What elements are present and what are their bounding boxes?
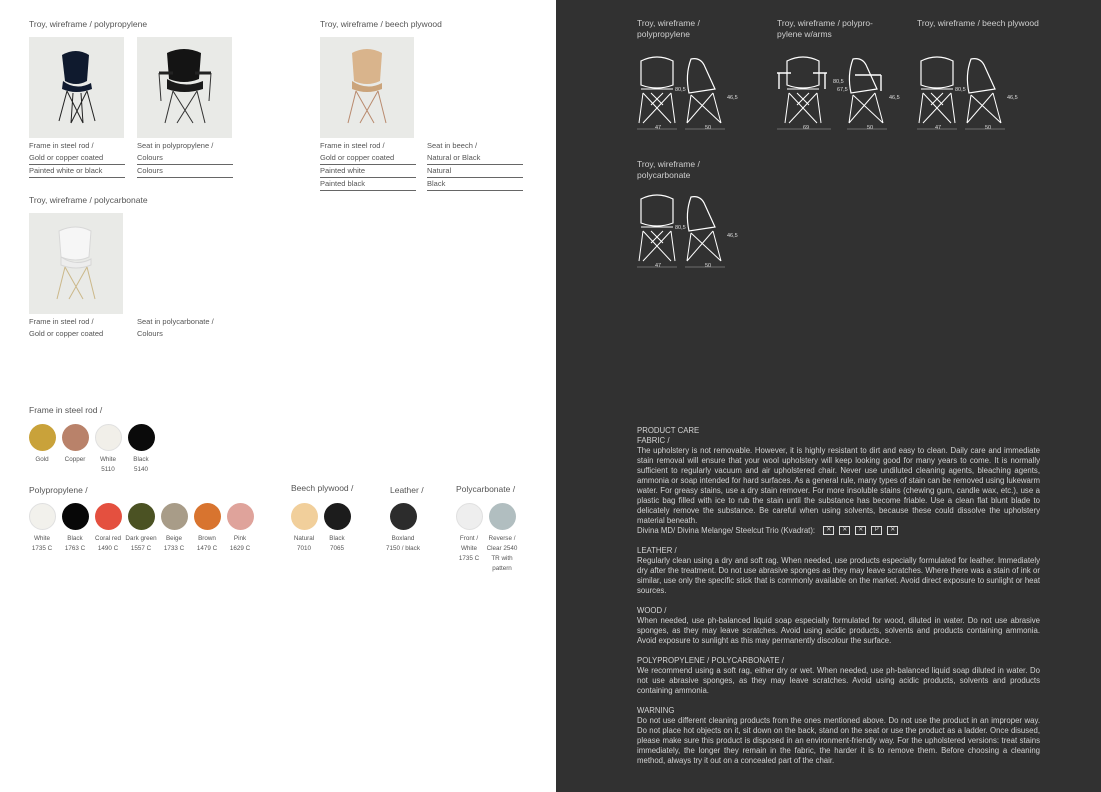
fabric-heading: FABRIC /: [637, 436, 670, 445]
color-swatch: [29, 424, 56, 451]
swatch-label: Front / White 1735 C: [458, 535, 480, 562]
dimension-label: 46,5: [727, 95, 738, 101]
dimension-label: 80,5: [675, 87, 686, 93]
dimension-label: 47: [655, 125, 662, 131]
color-swatch: [62, 503, 89, 530]
color-swatch: [128, 424, 155, 451]
spec-pc-frame: Frame in steel rod / Gold or copper coated: [29, 317, 104, 338]
dimension-label: 50: [867, 125, 874, 131]
swatch-label: Reverse / Clear 2540 TR with pattern: [486, 535, 518, 572]
section-title-polycarbonate: Troy, wireframe / polycarbonate: [29, 195, 148, 205]
dimension-label: 46,5: [1007, 95, 1018, 101]
section-title-beech: Troy, wireframe / beech plywood: [320, 19, 442, 29]
swatch-label: Natural 7010: [293, 535, 315, 552]
leather-heading: LEATHER /: [637, 546, 677, 555]
chair-photo-blue: [29, 37, 124, 138]
swatch-label: Dark green 1557 C: [125, 535, 157, 552]
swatch-label: Copper: [64, 456, 86, 463]
pp-pc-text: We recommend using a soft rag, either dry or wet. When needed, use ph-balanced liquid soap diluted in water. Do not use abrasive sponges, as they may leave scratches. Avoid using acidic products, solvents and products containing ammonia.: [637, 666, 1040, 695]
color-swatch: [128, 503, 155, 530]
swatch-label: Gold: [35, 456, 49, 463]
product-care-text: [637, 426, 1040, 766]
finish-pc-title: Polycarbonate /: [456, 484, 516, 494]
dimension-label: 46,5: [889, 95, 900, 101]
finish-beech-title: Beech plywood /: [291, 483, 354, 493]
dimension-label: 50: [705, 263, 712, 269]
care-title: PRODUCT CARE: [637, 426, 700, 435]
color-swatch: [227, 503, 254, 530]
dimension-label: 50: [705, 125, 712, 131]
finish-pp-title: Polypropylene /: [29, 485, 88, 495]
color-swatch: [390, 503, 417, 530]
diagram-title-pp-arms: Troy, wireframe / polypro- pylene w/arms: [777, 18, 873, 39]
dimension-label: 50: [985, 125, 992, 131]
chair-photo-beech: [320, 37, 414, 138]
chair-photo-polycarbonate: [29, 213, 123, 314]
warning-heading: WARNING: [637, 706, 675, 715]
color-swatch: [324, 503, 351, 530]
chair-photo-black-arms: [137, 37, 232, 138]
swatch-label: Boxland 7150 / black: [386, 535, 420, 552]
dimension-label: 80,5: [955, 87, 966, 93]
dimension-label: 47: [655, 263, 662, 269]
swatch-label: Beige 1733 C: [163, 535, 185, 552]
swatch-label: Coral red 1490 C: [95, 535, 121, 552]
fabric-note: Divina MD/ Divina Melange/ Steelcut Trio (Kvadrat): ✕ ✕ ✕ P ✕: [637, 526, 1040, 536]
color-swatch: [456, 503, 483, 530]
dimension-label: 46,5: [727, 233, 738, 239]
finish-frame-title: Frame in steel rod /: [29, 405, 103, 415]
swatch-label: Black 1763 C: [64, 535, 86, 552]
diagram-title-pp: Troy, wireframe / polypropylene: [637, 18, 700, 39]
finish-leather-title: Leather /: [390, 485, 424, 495]
spec-pc-seat: Seat in polycarbonate / Colours: [137, 317, 214, 338]
swatch-label: Pink 1629 C: [229, 535, 251, 552]
wood-text: When needed, use ph-balanced liquid soap especially formulated for wood, diluted in water. Do not use abrasive sponges, as they may leave scratches. Avoid using acidic products, solvents and products containing ammonia. Avoid exposure to sunlight as this may permanently discolour the surface.: [637, 616, 1040, 645]
pp-pc-heading: POLYPROPYLENE / POLYCARBONATE /: [637, 656, 784, 665]
wood-heading: WOOD /: [637, 606, 667, 615]
dimension-label: 69: [803, 125, 810, 131]
swatch-label: White 5110: [99, 456, 117, 473]
spec-pp-seat: Seat in polypropylene / Colours Colours: [137, 140, 233, 178]
fabric-text: The upholstery is not removable. However, it is highly resistant to dirt and easy to clean. Daily care and immediate stain removal will ensure that your wool upholstery will keep looking good for many years to come. It is normally sufficient to regularly vacuum and air upholstered chair. Never use undiluted cleaning agents, bleaching agents, ammonia or soap intended for hard surfaces. As a general rule, many types of stain can be removed using lukewarm water. For greasy stains, use a dry stain remover. For more insoluble stains (chewing gum, candle wax, etc.), use a plastic bag filled with ice to rub the stain until the substance has become friable. Use a clean flat blunt blade to delicately remove the substance. Be careful when using solvents, because these could dissolve the upholstery material beneath.: [637, 446, 1040, 525]
swatch-label: Black 7065: [329, 535, 345, 552]
leather-text: Regularly clean using a dry and soft rag. When needed, use products especially formulated for leather. Immediately dry after the treatment. Do not use abrasive sponges as they may leave scratches. Where there was a stain of ink or similar, use only the specific stick that is commonly available on the market. Avoid direct exposure to sunlight or heat sources.: [637, 556, 1040, 595]
care-symbols-icon: ✕ ✕ ✕ P ✕: [823, 526, 898, 535]
color-swatch: [95, 503, 122, 530]
color-swatch: [62, 424, 89, 451]
dimension-label: 80,5: [833, 79, 844, 85]
swatch-label: Black 5140: [133, 456, 149, 473]
color-swatch: [29, 503, 56, 530]
spec-pp-frame: Frame in steel rod / Gold or copper coated Painted white or black: [29, 140, 125, 178]
diagram-title-pc: Troy, wireframe / polycarbonate: [637, 159, 700, 180]
section-title-polypropylene: Troy, wireframe / polypropylene: [29, 19, 148, 29]
warning-text: Do not use different cleaning products from the ones mentioned above. Do not use the product in an improper way. Do not place hot objects on it, sit down on the back, stand on the seat or use the product as a ladder. Once disused, please make sure this product is disposed in an environment-friendly way. For the upholstered versions: treat stains immediately, the longer they remain in the fabric, the harder it is to remove them. Before choosing a cleaning method, always try it out on a concealed part of the chair.: [637, 716, 1040, 765]
swatch-label: Brown 1479 C: [196, 535, 218, 552]
spec-beech-frame: Frame in steel rod / Gold or copper coated Painted white Painted black: [320, 140, 416, 191]
color-swatch: [161, 503, 188, 530]
dimension-label: 47: [935, 125, 942, 131]
dimension-label: 80,5: [675, 225, 686, 231]
swatch-label: White 1735 C: [31, 535, 53, 552]
dimension-label: 67,5: [837, 87, 848, 93]
diagram-title-beech: Troy, wireframe / beech plywood: [917, 18, 1039, 28]
color-swatch: [291, 503, 318, 530]
color-swatch: [95, 424, 122, 451]
color-swatch: [194, 503, 221, 530]
color-swatch: [489, 503, 516, 530]
spec-beech-seat: Seat in beech / Natural or Black Natural Black: [427, 140, 523, 191]
